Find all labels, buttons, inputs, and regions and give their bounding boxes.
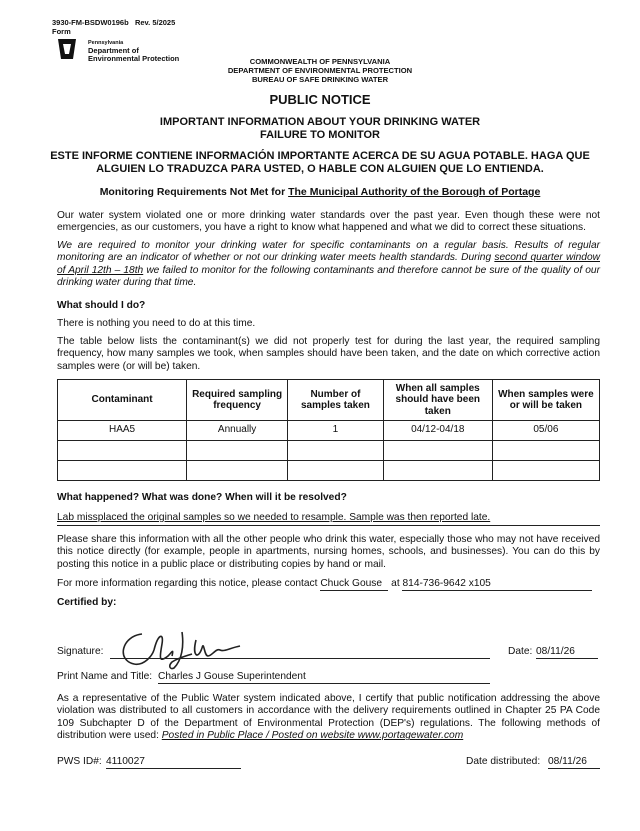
what-happened-text: Lab missplaced the original samples so we needed to resample. Sample was then reported late. xyxy=(57,512,600,526)
table-cell: HAA5 xyxy=(58,421,187,441)
agency-header: COMMONWEALTH OF PENNSYLVANIA DEPARTMENT OF ENVIRONMENTAL PROTECTION BUREAU OF SAFE DRINKING WATER xyxy=(227,57,413,85)
table-cell xyxy=(288,441,384,461)
date-distributed-label: Date distributed: xyxy=(466,756,541,767)
pws-id-value: 4110027 xyxy=(106,756,241,769)
table-cell xyxy=(187,461,288,481)
important-info-heading: IMPORTANT INFORMATION ABOUT YOUR DRINKING WATER FAILURE TO MONITOR xyxy=(159,116,481,141)
contact-line: For more information regarding this notice, please contact Chuck Gouse at 814-736-9642 x105 xyxy=(57,578,600,591)
table-cell: Annually xyxy=(187,421,288,441)
column-header: Required sampling frequency xyxy=(187,380,288,421)
table-cell xyxy=(58,461,187,481)
monitoring-requirements-heading: Monitoring Requirements Not Met for The Municipal Authority of the Borough of Portage xyxy=(99,186,541,198)
monitoring-window: second quarter window of April 12th – 18th xyxy=(57,252,600,276)
what-should-text: There is nothing you need to do at this time. xyxy=(57,318,256,329)
column-header: When all samples should have been taken xyxy=(383,380,492,421)
table-row xyxy=(58,461,600,481)
column-header: When samples were or will be taken xyxy=(492,380,599,421)
table-row xyxy=(58,441,600,461)
share-paragraph: Please share this information with all the other people who drink this water, especially those who may not have received this notice directly (for example, people in apartments, nursing homes, schools, and businesses). You can do this by posting this notice in a public place or distributing copies by hand or mail. xyxy=(57,534,600,570)
form-code: 3930-FM-BSDW0196b Rev. 5/2025 Form xyxy=(52,18,176,37)
public-notice-title: PUBLIC NOTICE xyxy=(269,92,371,107)
system-name: The Municipal Authority of the Borough of Portage xyxy=(288,186,541,198)
table-cell: 05/06 xyxy=(492,421,599,441)
monitoring-paragraph: We are required to monitor your drinking water for specific contaminants on a regular basis. Results of regular monitoring are an indicator of whether or not our drinking water meets health standards. During second quarter window of April 12th – 18th we failed to monitor for the following contaminants and therefore cannot be sure of the quality of our drinking water during that time. xyxy=(57,240,600,289)
column-header: Number of samples taken xyxy=(288,380,384,421)
print-name-label: Print Name and Title: xyxy=(57,671,153,682)
department-name: Pennsylvania Department of Environmental Protection xyxy=(88,40,180,64)
print-name-value: Charles J Gouse Superintendent xyxy=(158,671,490,684)
contact-name: Chuck Gouse xyxy=(320,578,388,591)
table-cell xyxy=(58,441,187,461)
table-cell xyxy=(288,461,384,481)
column-header: Contaminant xyxy=(58,380,187,421)
what-should-heading: What should I do? xyxy=(57,300,146,311)
table-cell xyxy=(187,441,288,461)
table-cell: 04/12-04/18 xyxy=(383,421,492,441)
certification-paragraph: As a representative of the Public Water system indicated above, I certify that public notification addressing the above violation was distributed to all customers in accordance with the delivery requirements outlined in Chapter 25 PA Code 109 Subchapter D of the Department of Environmental Protection (DEP's) regulations. The following methods of distribution were used: Posted in Public Place / Posted on website www.portagewater.com xyxy=(57,693,600,742)
date-label: Date: xyxy=(508,646,533,657)
distribution-methods: Posted in Public Place / Posted on website www.portagewater.com xyxy=(161,730,464,742)
violation-paragraph: Our water system violated one or more drinking water standards over the past year. Even though these were not emergencies, as our customers, you have a right to know what happened and what we did to correct these situations. xyxy=(57,210,600,234)
table-cell xyxy=(492,441,599,461)
table-intro: The table below lists the contaminant(s) we did not properly test for during the last year, the required sampling frequency, how many samples we took, when samples should have been taken, and the date on which corrective action samples were (or will be) taken. xyxy=(57,336,600,372)
contact-phone: 814-736-9642 x105 xyxy=(402,578,592,591)
table-cell xyxy=(383,461,492,481)
signature-date: 08/11/26 xyxy=(536,646,598,659)
pws-id-label: PWS ID#: xyxy=(57,756,102,767)
table-row xyxy=(58,421,600,441)
what-happened-heading: What happened? What was done? When will it be resolved? xyxy=(57,492,347,503)
certified-by-heading: Certified by: xyxy=(57,597,117,608)
table-header-row xyxy=(58,380,600,421)
table-cell xyxy=(492,461,599,481)
signature-label: Signature: xyxy=(57,646,104,657)
spanish-notice: ESTE INFORME CONTIENE INFORMACIÓN IMPORTANTE ACERCA DE SU AGUA POTABLE. HAGA QUE ALGUIEN LO TRADUZCA PARA USTED, O HABLE CON ALGUIEN QUE LO ENTIENDA. xyxy=(50,150,590,175)
handwritten-signature xyxy=(112,626,242,671)
table-cell xyxy=(383,441,492,461)
date-distributed-value: 08/11/26 xyxy=(548,756,600,769)
contaminant-table xyxy=(57,379,600,481)
table-cell: 1 xyxy=(288,421,384,441)
